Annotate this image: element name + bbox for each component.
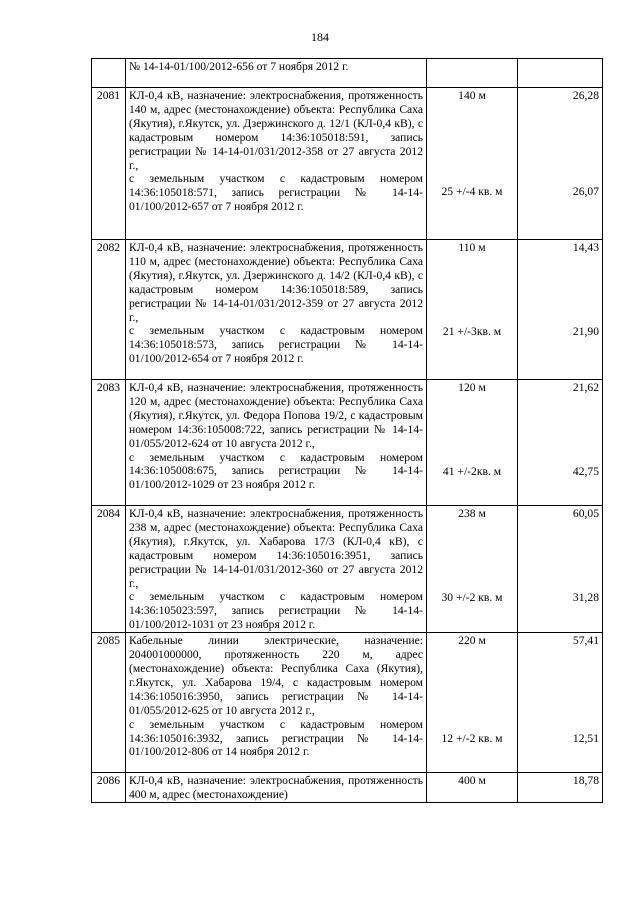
land-size: 21 +/-3кв. м bbox=[442, 325, 502, 338]
row-number-cell bbox=[92, 59, 126, 88]
object-size: 140 м bbox=[458, 89, 486, 102]
size-cell bbox=[427, 380, 518, 506]
description-cell bbox=[126, 506, 427, 633]
description-cell bbox=[126, 380, 427, 506]
row-number: 2083 bbox=[92, 380, 126, 506]
table-row bbox=[92, 240, 603, 380]
continuation-text: № 14-14-01/100/2012-656 от 7 ноября 2012 г. bbox=[129, 60, 349, 73]
object-description: КЛ-0,4 кВ, назначение: электроснабжения, протяженность 400 м, адрес (местонахождение) bbox=[129, 774, 423, 802]
size-cell bbox=[427, 59, 518, 88]
object-value: 57,41 bbox=[572, 634, 599, 648]
land-size: 12 +/-2 кв. м bbox=[441, 732, 503, 746]
object-size: 120 м bbox=[458, 381, 486, 394]
row-number: 2081 bbox=[92, 88, 126, 240]
land-description: с земельным участком с кадастровым номером 14:36:105018:571, запись регистрации № 14-14-01/100/2012-657 от 7 ноября 2012 г. bbox=[129, 172, 423, 214]
object-value: 14,43 bbox=[572, 241, 599, 254]
row-number: 2086 bbox=[92, 773, 126, 803]
continuation-row bbox=[92, 59, 603, 88]
object-size: 238 м bbox=[458, 507, 486, 520]
land-description: с земельным участком с кадастровым номером 14:36:105023:597, запись регистрации № 14-14-01/100/2012-1031 от 23 ноября 2012 г. bbox=[129, 590, 423, 632]
land-value: 21,90 bbox=[572, 325, 599, 338]
object-size: 110 м bbox=[458, 241, 486, 254]
land-size: 25 +/-4 кв. м bbox=[441, 185, 503, 198]
row-number: 2084 bbox=[92, 506, 126, 633]
row-number: 2085 bbox=[92, 633, 126, 773]
object-value: 26,28 bbox=[572, 89, 599, 102]
object-description: КЛ-0,4 кВ, назначение: электроснабжения, протяженность 238 м, адрес (местонахождение) объекта: Республика Саха (Якутия), г.Якутск, ул. Хабарова 17/3 (КЛ-0,4 кВ), с кадастровым номером 14:36:105016:3951, запись регистрации № 14-14-01/031/2012-360 от 27 августа 2012 г., bbox=[129, 507, 423, 590]
land-description: с земельным участком с кадастровым номером 14:36:105008:675, запись регистрации № 14-14-01/100/2012-1029 от 23 ноября 2012 г. bbox=[129, 450, 423, 492]
value-cell bbox=[518, 506, 603, 633]
value-cell bbox=[518, 240, 603, 380]
object-description: КЛ-0,4 кВ, назначение: электроснабжения, протяженность 120 м, адрес (местонахождение) объекта: Республика Саха (Якутия), г.Якутск, ул. Федора Попова 19/2, с кадастровым номером 14:36:105008:722, запись регистрации № 14-14-01/055/2012-624 от 10 августа 2012 г., bbox=[129, 381, 423, 450]
land-size: 30 +/-2 кв. м bbox=[441, 591, 503, 604]
size-cell bbox=[427, 773, 518, 803]
value-cell bbox=[518, 633, 603, 773]
object-description: КЛ-0,4 кВ, назначение: электроснабжения, протяженность 140 м, адрес (местонахождение) объекта: Республика Саха (Якутия), г.Якутск, ул. Дзержинского д. 12/1 (КЛ-0,4 кВ), с кадастровым номером 14:36:105018:591, запись регистрации № 14-14-01/031/2012-358 от 27 августа 2012 г., bbox=[129, 89, 423, 172]
object-value: 60,05 bbox=[572, 507, 599, 520]
object-value: 21,62 bbox=[572, 381, 599, 394]
land-value: 31,28 bbox=[572, 591, 599, 604]
land-value: 26,07 bbox=[572, 185, 599, 198]
object-value: 18,78 bbox=[572, 774, 599, 788]
value-cell bbox=[518, 59, 603, 88]
size-cell bbox=[427, 240, 518, 380]
description-cell bbox=[126, 88, 427, 240]
land-value: 42,75 bbox=[572, 465, 599, 478]
object-size: 400 м bbox=[458, 774, 486, 788]
value-cell bbox=[518, 380, 603, 506]
value-cell bbox=[518, 773, 603, 803]
table-row bbox=[92, 506, 603, 633]
table-row bbox=[92, 380, 603, 506]
row-number: 2082 bbox=[92, 240, 126, 380]
size-cell bbox=[427, 88, 518, 240]
description-cell bbox=[126, 59, 427, 88]
land-value: 12,51 bbox=[572, 732, 599, 746]
page-number: 184 bbox=[311, 30, 329, 44]
object-description: Кабельные линии электрические, назначение: 204001000000, протяженность 220 м, адрес (местонахождение) объекта: Республика Саха (Якутия), г.Якутск, ул. Хабарова 19/4, с кадастровым номером 14:36:105016:3950, запись регистрации № 14-14-01/055/2012-625 от 10 августа 2012 г., bbox=[129, 634, 423, 717]
table-row bbox=[92, 88, 603, 240]
size-cell bbox=[427, 633, 518, 773]
land-description: с земельным участком с кадастровым номером 14:36:105018:573, запись регистрации № 14-14-01/100/2012-654 от 7 ноября 2012 г. bbox=[129, 324, 423, 366]
land-description: с земельным участком с кадастровым номером 14:36:105016:3932, запись регистрации № 14-14-01/100/2012-806 от 14 ноября 2012 г. bbox=[129, 717, 423, 759]
description-cell bbox=[126, 773, 427, 803]
object-description: КЛ-0,4 кВ, назначение: электроснабжения, протяженность 110 м, адрес (местонахождение) объекта: Республика Саха (Якутия), г.Якутск, ул. Дзержинского д. 14/2 (КЛ-0,4 кВ), с кадастровым номером 14:36:105018:589, запись регистрации № 14-14-01/031/2012-359 от 27 августа 2012 г., bbox=[129, 241, 423, 324]
property-registry-table bbox=[91, 58, 603, 803]
table-row bbox=[92, 773, 603, 803]
description-cell bbox=[126, 240, 427, 380]
land-size: 41 +/-2кв. м bbox=[442, 465, 502, 478]
value-cell bbox=[518, 88, 603, 240]
size-cell bbox=[427, 506, 518, 633]
table-row bbox=[92, 633, 603, 773]
description-cell bbox=[126, 633, 427, 773]
object-size: 220 м bbox=[458, 634, 486, 648]
